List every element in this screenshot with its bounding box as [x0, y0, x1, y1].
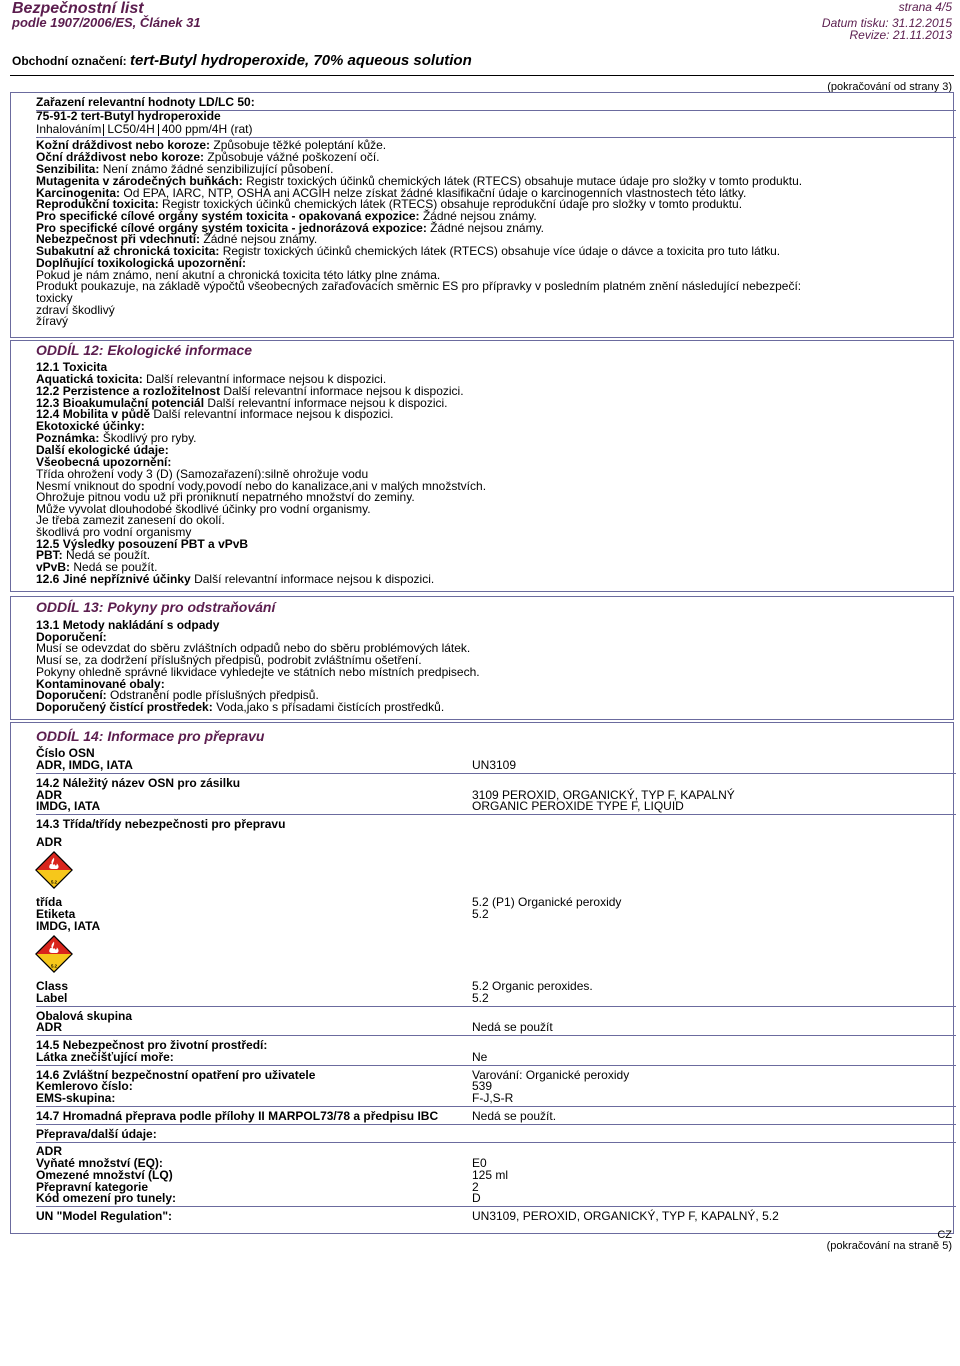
note-label: Poznámka: — [36, 431, 100, 445]
shipping-name-adr-label: ADR — [36, 788, 62, 802]
repro-label: Reprodukční toxicita: — [36, 197, 159, 211]
skin-value: Způsobuje těžké poleptání kůže. — [213, 138, 387, 152]
stot-re-value: Žádné nejsou známy. — [422, 209, 537, 223]
adverse-line — [36, 574, 434, 586]
bulk-transport-value: Nedá se použít. — [472, 1109, 557, 1123]
packing-group-adr-label: ADR — [36, 1020, 62, 1034]
label-en-value: 5.2 — [472, 991, 489, 1005]
excepted-quantity-label: Vyňaté množství (EQ): — [36, 1156, 163, 1170]
header-divider — [10, 75, 954, 76]
continued-from-note: (pokračování od strany 3) — [827, 81, 952, 93]
document-title: Bezpečnostní list — [12, 0, 144, 17]
tunnel-code-value: D — [472, 1191, 481, 1205]
additional-tox-label: Doplňující toxikologická upozornění: — [36, 256, 247, 270]
pbt-heading: 12.5 Výsledky posouzení PBT a vPvB — [36, 537, 249, 551]
adverse-value: Další relevantní informace nejsou k dispozici. — [194, 572, 435, 586]
transport-class-adr-label: ADR — [36, 835, 62, 849]
sens-label: Senzibilita: — [36, 162, 100, 176]
un-number-value: UN3109 — [472, 758, 517, 772]
kemler-label: Kemlerovo číslo: — [36, 1079, 133, 1093]
packaging-recommendation-value: Odstranění podle příslušných předpisů. — [110, 688, 319, 702]
transport-category-label: Přepravní kategorie — [36, 1180, 149, 1194]
other-adr-label: ADR — [36, 1144, 62, 1158]
stot-re-label: Pro specifické cílové orgány systém toxicita - opakovaná expozice: — [36, 209, 420, 223]
muta-value: Registr toxických účinků chemických látek (RTECS) obsahuje mutace údaje pro složky v tomto produktu. — [246, 174, 803, 188]
bioaccumulation-label: 12.3 Bioakumulační potenciál — [36, 396, 205, 410]
special-precautions-value: Varování: Organické peroxidy — [472, 1068, 630, 1082]
trade-name-label: Obchodní označení: — [12, 54, 127, 68]
transport-class-heading: 14.3 Třída/třídy nebezpečnosti pro přepravu — [36, 817, 286, 831]
marine-pollutant-value: Ne — [472, 1050, 488, 1064]
packing-group-heading: Obalová skupina — [36, 1009, 133, 1023]
model-regulation-value: UN3109, PEROXID, ORGANICKÝ, TYP F, KAPALNÝ, 5.2 — [472, 1209, 779, 1223]
stot-se-value: Žádné nejsou známy. — [430, 221, 545, 235]
environment-heading: 14.5 Nebezpečnost pro životní prostředí: — [36, 1038, 268, 1052]
shipping-name-heading: 14.2 Náležitý název OSN pro zásilku — [36, 776, 241, 790]
general-note-6: škodlivá pro vodní organismy — [36, 525, 192, 539]
mobility-label: 12.4 Mobilita v půdě — [36, 407, 151, 421]
print-date: Datum tisku: 31.12.2015 — [821, 16, 952, 30]
additional-tox-line-5: žíravý — [36, 314, 69, 328]
continued-to-note: (pokračování na straně 5) — [826, 1240, 952, 1252]
persistence-label: 12.2 Perzistence a rozložitelnost — [36, 384, 221, 398]
lc50-value: 400 ppm/4H (rat) — [158, 124, 256, 136]
label-en-label: Label — [36, 991, 68, 1005]
revision-date: Revize: 21.11.2013 — [849, 28, 952, 42]
waste-methods-heading: 13.1 Metody nakládání s odpady — [36, 618, 220, 632]
bulk-divider — [36, 1124, 956, 1125]
aquatic-label: Aquatická toxicita: — [36, 372, 143, 386]
muta-label: Mutagenita v zárodečných buňkách: — [36, 174, 243, 188]
regulation-subtitle: podle 1907/2006/ES, Článek 31 — [12, 15, 201, 30]
country-code: CZ — [937, 1229, 952, 1241]
recommendation-2: Musí se, za dodržení příslušných předpisů, podrobit zvláštnímu ošetření. — [36, 653, 422, 667]
general-note-2: Nesmí vniknout do spodní vody,povodí nebo do kanalizace,ani v malých množstvích. — [36, 479, 487, 493]
transport-other-heading: Přeprava/další údaje: — [36, 1127, 157, 1141]
carc-label: Karcinogenita: — [36, 186, 121, 200]
marine-pollutant-label: Látka znečišťující moře: — [36, 1050, 174, 1064]
pictogram-label: 5.2 — [51, 879, 57, 885]
limited-quantity-label: Omezené množství (LQ) — [36, 1168, 173, 1182]
skin-label: Kožní dráždivost nebo koroze: — [36, 138, 211, 152]
un-number-label: Číslo OSN — [36, 746, 95, 760]
limited-quantity-value: 125 ml — [472, 1168, 509, 1182]
class-etiketa-value: 5.2 — [472, 907, 489, 921]
un-divider — [36, 773, 956, 774]
vpvb-value: Nedá se použít. — [73, 560, 158, 574]
ems-value: F-J,S-R — [472, 1091, 514, 1105]
aquatic-value: Další relevantní informace nejsou k dispozici. — [146, 372, 387, 386]
additional-tox-line-2: Produkt poukazuje, na základě výpočtů všeobecných zařaďovacích směrnic ES pro přípravky v posledním platném znění následující nebezpečí: — [36, 279, 802, 293]
transport-category-value: 2 — [472, 1180, 479, 1194]
un-number-regs: ADR, IMDG, IATA — [36, 758, 133, 772]
general-note-4: Může vyvolat dlouhodobé škodlivé účinky pro vodní organismy. — [36, 502, 371, 516]
eye-value: Způsobuje vážné poškození očí. — [207, 150, 380, 164]
vpvb-label: vPvB: — [36, 560, 71, 574]
sens-value: Není známo žádné senzibilizující působení. — [102, 162, 334, 176]
packing-group-divider — [36, 1035, 956, 1036]
aspiration-value: Žádné nejsou známy. — [203, 232, 318, 246]
cas-line: 75-91-2 tert-Butyl hydroperoxide — [36, 109, 221, 123]
recommendation-label: Doporučení: — [36, 630, 107, 644]
pbt-value: Nedá se použít. — [66, 548, 151, 562]
contaminated-packaging-label: Kontaminované obaly: — [36, 677, 165, 691]
section-13-title: ODDÍL 13: Pokyny pro odstraňování — [36, 599, 276, 615]
ecotoxic-label: Ekotoxické účinky: — [36, 419, 145, 433]
organic-peroxide-pictogram-adr — [35, 851, 73, 889]
persistence-value: Další relevantní informace nejsou k dispozici. — [223, 384, 464, 398]
adverse-label: 12.6 Jiné nepříznivé účinky — [36, 572, 191, 586]
model-regulation-label: UN "Model Regulation": — [36, 1209, 173, 1223]
cleaning-agent-value: Voda,jako s přísadami čistících prostředků. — [216, 700, 445, 714]
shipping-name-imdg-value: ORGANIC PEROXIDE TYPE F, LIQUID — [472, 799, 684, 813]
page-number: strana 4/5 — [898, 0, 952, 14]
trade-name: tert-Butyl hydroperoxide, 70% aqueous solution — [130, 52, 472, 69]
transport-other-divider — [36, 1142, 956, 1143]
other-eco-label: Další ekologické údaje: — [36, 443, 169, 457]
trade-name-line — [12, 52, 472, 69]
class-etiketa-label: Etiketa — [36, 907, 76, 921]
class-en-label: Class — [36, 979, 69, 993]
stot-se-label: Pro specifické cílové orgány systém toxicita - jednorázová expozice: — [36, 221, 427, 235]
ld-lc50-label: Zařazení relevantní hodnoty LD/LC 50: — [36, 95, 255, 109]
environment-divider — [36, 1065, 956, 1066]
packing-group-value: Nedá se použít — [472, 1020, 553, 1034]
class-trida-label: třída — [36, 895, 63, 909]
lc50-type: LC50/4H — [103, 124, 157, 136]
cleaning-agent-label: Doporučený čistící prostředek: — [36, 700, 213, 714]
additional-tox-line-4: zdraví škodlivý — [36, 303, 115, 317]
toxicity-heading: 12.1 Toxicita — [36, 360, 108, 374]
ems-label: EMS-skupina: — [36, 1091, 116, 1105]
general-note-5: Je třeba zamezit zanesení do okolí. — [36, 513, 225, 527]
recommendation-3: Pokyny ohledně správné likvidace vyhledejte ve státních nebo místních predpisech. — [36, 665, 480, 679]
repro-value: Registr toxických účinků chemických látek (RTECS) obsahuje reprodukční údaje pro složky v tomto produktu. — [162, 197, 743, 211]
bioaccumulation-value: Další relevantní informace nejsou k dispozici. — [207, 396, 448, 410]
cleaning-agent-line — [36, 702, 444, 714]
additional-tox-line-1: Pokud je nám známo, není akutní a chronická toxicita této látky plne známa. — [36, 268, 441, 282]
general-note-1: Třída ohrožení vody 3 (D) (Samozařazení):silně ohrožuje vodu — [36, 467, 369, 481]
exposure-route: Inhalováním — [36, 122, 102, 136]
pictogram-label: 5.2 — [51, 963, 57, 969]
subacute-value: Registr toxických účinků chemických látek (RTECS) obsahuje více údaje o dávce a toxicita pro tuto látku. — [222, 244, 781, 258]
subacute-label: Subakutní až chronická toxicita: — [36, 244, 220, 258]
lc50-row — [36, 124, 255, 136]
recommendation-1: Musí se odevzdat do sběru zvláštních odpadů nebo do sběru problémových látek. — [36, 641, 471, 655]
tunnel-divider — [36, 1206, 956, 1207]
additional-tox-line-3: toxicky — [36, 291, 73, 305]
shipping-name-divider — [36, 814, 956, 815]
packaging-recommendation-label: Doporučení: — [36, 688, 107, 702]
eye-label: Oční dráždivost nebo koroze: — [36, 150, 205, 164]
aspiration-label: Nebezpečnost při vdechnutí: — [36, 232, 201, 246]
pbt-label: PBT: — [36, 548, 63, 562]
special-precautions-label: 14.6 Zvláštní bezpečnostní opatření pro uživatele — [36, 1068, 316, 1082]
class-trida-value: 5.2 (P1) Organické peroxidy — [472, 895, 622, 909]
bulk-transport-label: 14.7 Hromadná přeprava podle přílohy II MARPOL73/78 a předpisu IBC — [36, 1109, 439, 1123]
tunnel-code-label: Kód omezení pro tunely: — [36, 1191, 177, 1205]
general-note-3: Ohrožuje pitnou vodu už při proniknutí nepatrného množství do zeminy. — [36, 490, 415, 504]
shipping-name-adr-value: 3109 PEROXID, ORGANICKÝ, TYP F, KAPALNÝ — [472, 788, 735, 802]
note-value: Škodlivý pro ryby. — [102, 431, 197, 445]
shipping-name-imdg-label: IMDG, IATA — [36, 799, 101, 813]
special-divider — [36, 1106, 956, 1107]
section-14-title: ODDÍL 14: Informace pro přepravu — [36, 728, 265, 744]
kemler-value: 539 — [472, 1079, 493, 1093]
carc-value: Od EPA, IARC, NTP, OSHA ani ACGIH nelze získat žádné klasifikační údaje o karcinogenních vlastnostech této látky. — [123, 186, 747, 200]
organic-peroxide-pictogram-imdg — [35, 935, 73, 973]
mobility-value: Další relevantní informace nejsou k dispozici. — [153, 407, 394, 421]
general-notes-label: Všeobecná upozornění: — [36, 455, 172, 469]
transport-class-imdg-label: IMDG, IATA — [36, 919, 101, 933]
section-12-title: ODDÍL 12: Ekologické informace — [36, 342, 253, 358]
excepted-quantity-value: E0 — [472, 1156, 487, 1170]
class-en-value: 5.2 Organic peroxides. — [472, 979, 593, 993]
class-divider — [36, 1006, 956, 1007]
